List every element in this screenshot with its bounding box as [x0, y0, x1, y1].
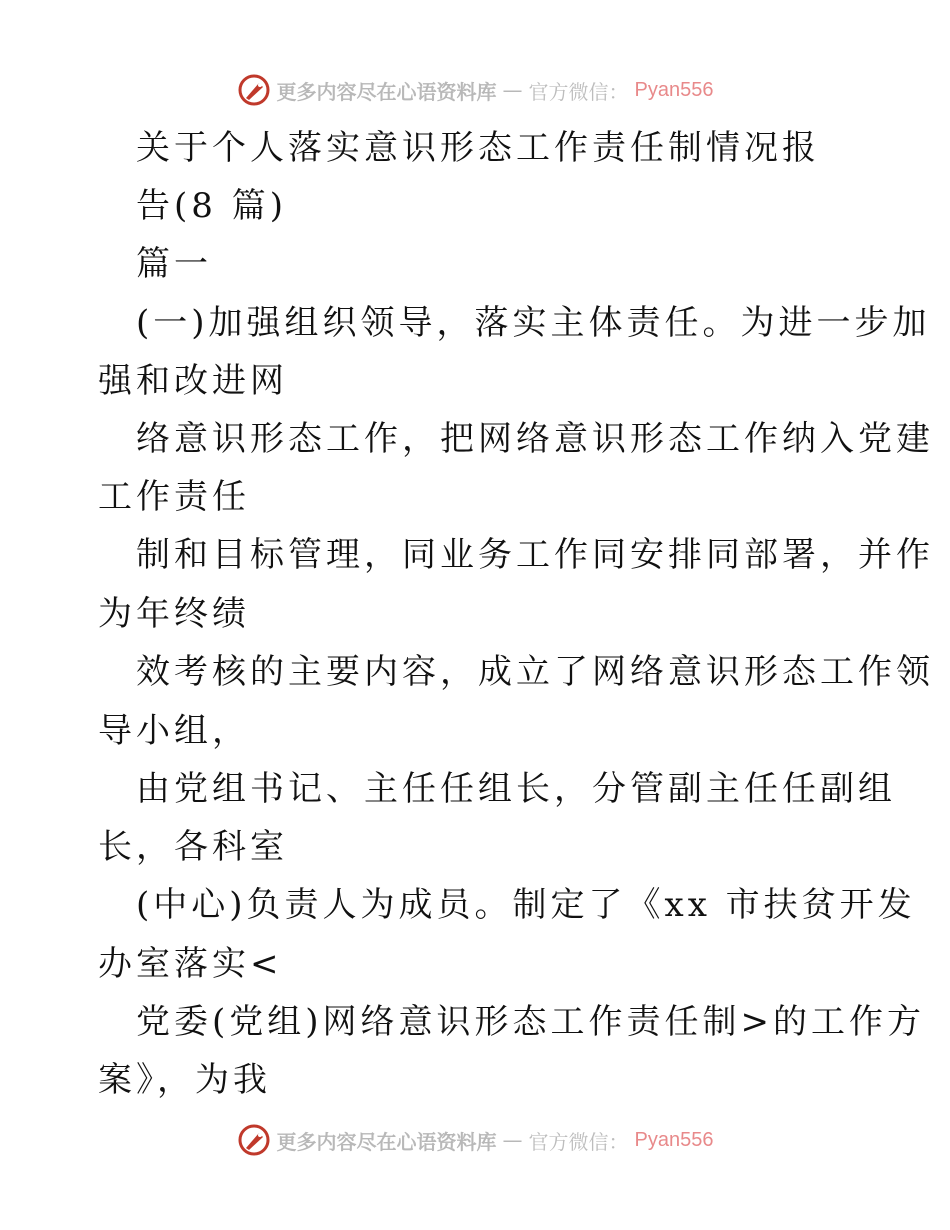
body-line: 导小组，: [98, 711, 250, 751]
body-line: 强和改进网: [98, 361, 288, 401]
header-banner: [0, 70, 950, 110]
body-line: 工作责任: [98, 477, 250, 517]
body-line: 由党组书记、主任任组长，分管副主任任副组: [136, 769, 896, 809]
body-line: 络意识形态工作，把网络意识形态工作纳入党建: [136, 419, 934, 459]
banner-wechat-id: Pyan556: [634, 1128, 714, 1151]
section-heading: 篇一: [136, 244, 212, 284]
pen-nib-logo-icon: [237, 73, 271, 107]
banner-wechat-label: 官方微信：: [528, 1129, 629, 1154]
banner-wechat-label: 官方微信：: [528, 79, 629, 104]
body-line: 党委(党组)网络意识形态工作责任制>的工作方: [136, 1002, 926, 1042]
footer-banner: [0, 1120, 950, 1160]
body-line: 办室落实<: [98, 944, 283, 984]
body-line: (中心)负责人为成员。制定了《xx 市扶贫开发: [136, 885, 916, 925]
banner-separator: —: [502, 78, 523, 102]
body-line: 为年终绩: [98, 594, 250, 634]
banner-text: 更多内容尽在心语资料库: [276, 1129, 497, 1154]
banner-separator: —: [502, 1128, 523, 1152]
document-title-line-1: 关于个人落实意识形态工作责任制情况报: [136, 128, 820, 168]
body-line: 效考核的主要内容，成立了网络意识形态工作领: [136, 652, 934, 692]
body-line: 案》，为我: [98, 1060, 271, 1100]
banner-wechat-id: Pyan556: [634, 78, 714, 101]
pen-nib-logo-icon: [237, 1123, 271, 1157]
document-title-line-2: 告(8 篇): [136, 186, 287, 226]
body-line: 制和目标管理，同业务工作同安排同部署，并作: [136, 535, 934, 575]
body-line: 长，各科室: [98, 827, 288, 867]
body-line: (一)加强组织领导，落实主体责任。为进一步加: [136, 303, 931, 343]
banner-text: 更多内容尽在心语资料库: [276, 79, 497, 104]
